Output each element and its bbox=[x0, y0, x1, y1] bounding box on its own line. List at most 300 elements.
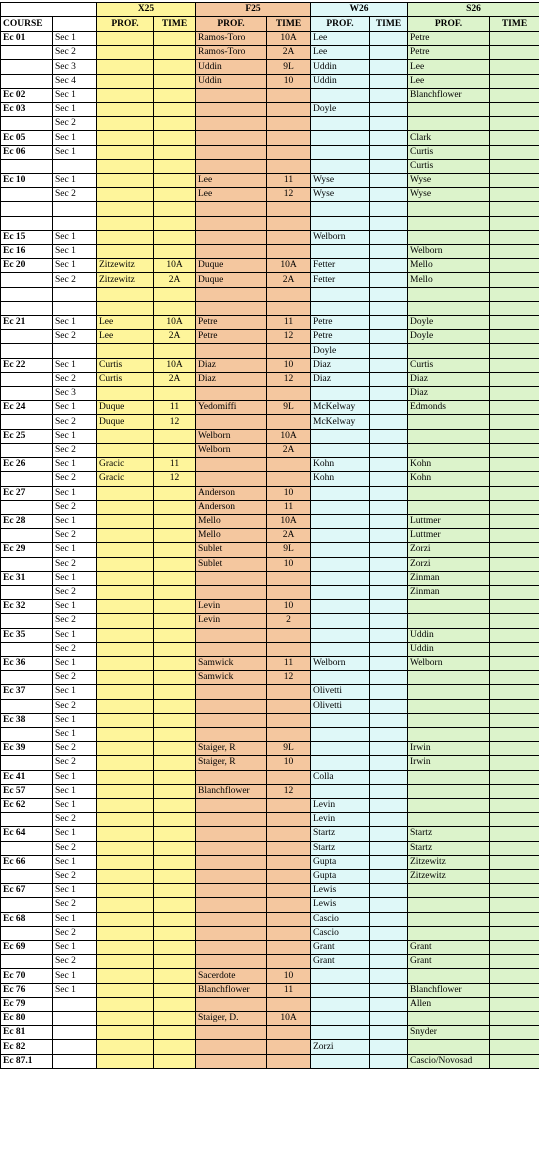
f25-time-cell: 10A bbox=[267, 514, 311, 528]
f25-time-cell bbox=[267, 855, 311, 869]
s26-time-cell bbox=[490, 117, 539, 131]
f25-time-cell: 10 bbox=[267, 358, 311, 372]
course-cell bbox=[1, 614, 53, 628]
w26-prof-cell bbox=[311, 1012, 370, 1026]
x25-time-cell bbox=[154, 216, 196, 230]
section-cell: Sec 1 bbox=[53, 784, 97, 798]
w26-prof-cell bbox=[311, 628, 370, 642]
course-cell: Ec 81 bbox=[1, 1026, 53, 1040]
section-cell: Sec 1 bbox=[53, 941, 97, 955]
x25-prof-cell bbox=[97, 955, 154, 969]
s26-prof-cell bbox=[408, 699, 490, 713]
f25-time-cell bbox=[267, 926, 311, 940]
w26-time-cell bbox=[370, 600, 408, 614]
f25-time-cell bbox=[267, 245, 311, 259]
table-row bbox=[1, 1026, 539, 1040]
column-header-row bbox=[1, 17, 539, 32]
x25-time-cell bbox=[154, 443, 196, 457]
s26-prof-cell bbox=[408, 117, 490, 131]
f25-prof-cell bbox=[196, 117, 267, 131]
x25-time-cell: 2A bbox=[154, 372, 196, 386]
table-row bbox=[1, 273, 539, 287]
f25-prof-cell bbox=[196, 685, 267, 699]
s26-prof-cell bbox=[408, 443, 490, 457]
section-cell: Sec 3 bbox=[53, 60, 97, 74]
x25-time-cell bbox=[154, 571, 196, 585]
f25-prof-cell bbox=[196, 159, 267, 173]
w26-prof-cell: Wyse bbox=[311, 174, 370, 188]
s26-prof-cell bbox=[408, 202, 490, 216]
s26-time-cell bbox=[490, 202, 539, 216]
f25-prof-cell: Anderson bbox=[196, 486, 267, 500]
s26-prof-cell: Startz bbox=[408, 841, 490, 855]
table-row bbox=[1, 642, 539, 656]
s26-prof-cell bbox=[408, 344, 490, 358]
s26-time-cell bbox=[490, 1026, 539, 1040]
x25-prof-cell: Gracic bbox=[97, 472, 154, 486]
s26-prof-cell bbox=[408, 614, 490, 628]
x25-time-cell bbox=[154, 699, 196, 713]
f25-time-cell bbox=[267, 941, 311, 955]
section-cell: Sec 2 bbox=[53, 372, 97, 386]
course-cell: Ec 37 bbox=[1, 685, 53, 699]
w26-prof-cell bbox=[311, 387, 370, 401]
f25-time-cell bbox=[267, 103, 311, 117]
x25-time-cell bbox=[154, 1054, 196, 1068]
s26-prof-cell bbox=[408, 884, 490, 898]
x25-time-cell bbox=[154, 798, 196, 812]
s26-prof-cell: Diaz bbox=[408, 387, 490, 401]
x25-prof-cell bbox=[97, 628, 154, 642]
s26-time-cell bbox=[490, 841, 539, 855]
s26-time-cell bbox=[490, 813, 539, 827]
course-cell bbox=[1, 671, 53, 685]
course-cell bbox=[1, 443, 53, 457]
section-cell: Sec 2 bbox=[53, 642, 97, 656]
section-cell bbox=[53, 1054, 97, 1068]
s26-prof-cell bbox=[408, 1012, 490, 1026]
f25-time-cell: 11 bbox=[267, 316, 311, 330]
w26-time-cell bbox=[370, 74, 408, 88]
w26-time-cell bbox=[370, 372, 408, 386]
f25-prof-cell: Petre bbox=[196, 316, 267, 330]
f25-prof-cell bbox=[196, 628, 267, 642]
f25-prof-cell: Levin bbox=[196, 600, 267, 614]
course-cell bbox=[1, 699, 53, 713]
s26-prof-cell: Zitzewitz bbox=[408, 869, 490, 883]
w26-time-cell bbox=[370, 841, 408, 855]
w26-time-cell bbox=[370, 997, 408, 1011]
f25-time-cell: 2A bbox=[267, 443, 311, 457]
x25-prof-cell: Lee bbox=[97, 330, 154, 344]
f25-prof-cell bbox=[196, 898, 267, 912]
s26-time-cell bbox=[490, 557, 539, 571]
w26-prof-cell bbox=[311, 88, 370, 102]
f25-prof-cell bbox=[196, 884, 267, 898]
x25-time-cell: 2A bbox=[154, 330, 196, 344]
f25-time-cell bbox=[267, 642, 311, 656]
w26-time-cell bbox=[370, 514, 408, 528]
s26-time-cell bbox=[490, 827, 539, 841]
x25-time-cell bbox=[154, 188, 196, 202]
w26-time-cell bbox=[370, 131, 408, 145]
section-cell: Sec 1 bbox=[53, 145, 97, 159]
x25-prof-cell bbox=[97, 756, 154, 770]
course-cell: Ec 69 bbox=[1, 941, 53, 955]
s26-time-cell bbox=[490, 486, 539, 500]
w26-time-cell bbox=[370, 699, 408, 713]
f25-prof-cell bbox=[196, 103, 267, 117]
s26-prof-cell: Doyle bbox=[408, 330, 490, 344]
course-cell: Ec 22 bbox=[1, 358, 53, 372]
x25-prof-cell bbox=[97, 855, 154, 869]
s26-prof-cell: Petre bbox=[408, 32, 490, 46]
w26-prof-cell bbox=[311, 1054, 370, 1068]
course-cell: Ec 27 bbox=[1, 486, 53, 500]
x25-prof-cell bbox=[97, 727, 154, 741]
f25-time-cell bbox=[267, 884, 311, 898]
f25-time-cell bbox=[267, 585, 311, 599]
x25-prof-cell bbox=[97, 642, 154, 656]
section-cell: Sec 1 bbox=[53, 685, 97, 699]
x25-time-cell bbox=[154, 387, 196, 401]
f25-time-cell: 10 bbox=[267, 600, 311, 614]
course-cell bbox=[1, 898, 53, 912]
f25-time-cell bbox=[267, 1026, 311, 1040]
s26-prof-cell: Zitzewitz bbox=[408, 855, 490, 869]
x25-prof-cell bbox=[97, 103, 154, 117]
s26-prof-cell bbox=[408, 1040, 490, 1054]
table-row bbox=[1, 997, 539, 1011]
w26-prof-cell: Wyse bbox=[311, 188, 370, 202]
w26-prof-cell bbox=[311, 117, 370, 131]
w26-time-cell bbox=[370, 628, 408, 642]
f25-time-cell bbox=[267, 955, 311, 969]
s26-time-cell bbox=[490, 88, 539, 102]
x25-prof-cell: Duque bbox=[97, 415, 154, 429]
section-cell: Sec 1 bbox=[53, 912, 97, 926]
w26-time-cell bbox=[370, 529, 408, 543]
course-cell bbox=[1, 372, 53, 386]
f25-prof-cell: Mello bbox=[196, 529, 267, 543]
table-row bbox=[1, 585, 539, 599]
table-row bbox=[1, 458, 539, 472]
f25-time-cell bbox=[267, 287, 311, 301]
w26-time-cell bbox=[370, 415, 408, 429]
f25-time-cell bbox=[267, 699, 311, 713]
s26-time-cell bbox=[490, 500, 539, 514]
w26-prof-cell bbox=[311, 969, 370, 983]
s26-time-cell bbox=[490, 472, 539, 486]
course-cell: Ec 39 bbox=[1, 742, 53, 756]
f25-time-cell: 11 bbox=[267, 174, 311, 188]
w26-time-cell bbox=[370, 813, 408, 827]
f25-prof-cell bbox=[196, 202, 267, 216]
section-cell: Sec 2 bbox=[53, 671, 97, 685]
f25-time-cell bbox=[267, 628, 311, 642]
x25-prof-cell bbox=[97, 742, 154, 756]
s26-time-cell bbox=[490, 784, 539, 798]
course-cell bbox=[1, 557, 53, 571]
x25-prof-cell bbox=[97, 387, 154, 401]
w26-time-cell bbox=[370, 88, 408, 102]
x25-prof-cell bbox=[97, 159, 154, 173]
w26-time-cell bbox=[370, 571, 408, 585]
course-cell: Ec 82 bbox=[1, 1040, 53, 1054]
x25-prof-cell bbox=[97, 600, 154, 614]
course-cell: Ec 01 bbox=[1, 32, 53, 46]
f25-prof-cell: Lee bbox=[196, 174, 267, 188]
f25-prof-cell: Levin bbox=[196, 614, 267, 628]
s26-time-cell bbox=[490, 898, 539, 912]
w26-prof-cell bbox=[311, 614, 370, 628]
w26-prof-cell bbox=[311, 429, 370, 443]
table-row bbox=[1, 74, 539, 88]
table-row bbox=[1, 188, 539, 202]
s26-time-cell bbox=[490, 1040, 539, 1054]
w26-time-cell bbox=[370, 316, 408, 330]
w26-prof-cell: Startz bbox=[311, 841, 370, 855]
course-cell: Ec 41 bbox=[1, 770, 53, 784]
course-cell bbox=[1, 273, 53, 287]
f25-prof-cell: Samwick bbox=[196, 656, 267, 670]
w26-time-cell bbox=[370, 46, 408, 60]
s26-time-cell bbox=[490, 983, 539, 997]
f25-time-cell: 10 bbox=[267, 557, 311, 571]
s26-time-cell bbox=[490, 344, 539, 358]
s26-prof-cell: Irwin bbox=[408, 756, 490, 770]
f25-prof-cell bbox=[196, 287, 267, 301]
w26-prof-cell bbox=[311, 585, 370, 599]
w26-prof-cell: Lee bbox=[311, 32, 370, 46]
f25-prof-cell: Staiger, R bbox=[196, 742, 267, 756]
w26-prof-cell: Startz bbox=[311, 827, 370, 841]
w26-prof-cell bbox=[311, 557, 370, 571]
x25-time-cell: 12 bbox=[154, 472, 196, 486]
f25-prof-cell: Yedomiffi bbox=[196, 401, 267, 415]
s26-time-cell bbox=[490, 855, 539, 869]
f25-time-cell: 12 bbox=[267, 188, 311, 202]
s26-prof-cell bbox=[408, 415, 490, 429]
f25-time-cell bbox=[267, 202, 311, 216]
w26-time-cell bbox=[370, 145, 408, 159]
x25-time-cell bbox=[154, 202, 196, 216]
x25-prof-cell bbox=[97, 869, 154, 883]
w26-time-cell bbox=[370, 330, 408, 344]
s26-time-cell bbox=[490, 230, 539, 244]
f25-prof-cell: Staiger, R bbox=[196, 756, 267, 770]
f25-time-cell: 11 bbox=[267, 500, 311, 514]
w26-time-cell bbox=[370, 287, 408, 301]
w26-prof-cell: Uddin bbox=[311, 74, 370, 88]
s26-prof-cell: Kohn bbox=[408, 458, 490, 472]
table-row bbox=[1, 230, 539, 244]
course-cell bbox=[1, 529, 53, 543]
w26-prof-cell: Olivetti bbox=[311, 685, 370, 699]
w26-prof-cell bbox=[311, 756, 370, 770]
f25-prof-cell bbox=[196, 230, 267, 244]
course-cell: Ec 68 bbox=[1, 912, 53, 926]
f25-time-cell: 10A bbox=[267, 1012, 311, 1026]
x25-time-cell bbox=[154, 145, 196, 159]
table-row bbox=[1, 358, 539, 372]
table-row bbox=[1, 827, 539, 841]
course-cell: Ec 24 bbox=[1, 401, 53, 415]
section-cell: Sec 1 bbox=[53, 429, 97, 443]
section-cell: Sec 2 bbox=[53, 813, 97, 827]
f25-prof-cell bbox=[196, 387, 267, 401]
section-cell: Sec 2 bbox=[53, 529, 97, 543]
f25-time-cell: 9L bbox=[267, 742, 311, 756]
section-cell: Sec 1 bbox=[53, 798, 97, 812]
course-cell: Ec 10 bbox=[1, 174, 53, 188]
section-cell: Sec 1 bbox=[53, 174, 97, 188]
f25-prof-cell: Samwick bbox=[196, 671, 267, 685]
w26-time-cell bbox=[370, 869, 408, 883]
f25-time-cell: 10A bbox=[267, 32, 311, 46]
section-cell bbox=[53, 1012, 97, 1026]
x25-time-cell bbox=[154, 671, 196, 685]
section-cell: Sec 2 bbox=[53, 188, 97, 202]
s26-prof-cell: Snyder bbox=[408, 1026, 490, 1040]
f25-time-cell: 12 bbox=[267, 330, 311, 344]
f25-time-cell: 10 bbox=[267, 486, 311, 500]
s26-time-cell bbox=[490, 316, 539, 330]
f25-time-cell: 12 bbox=[267, 671, 311, 685]
x25-prof-cell bbox=[97, 983, 154, 997]
w26-time-cell bbox=[370, 1054, 408, 1068]
course-cell bbox=[1, 926, 53, 940]
f25-time-cell bbox=[267, 159, 311, 173]
s26-time-cell bbox=[490, 529, 539, 543]
prof-column-header-w26: PROF. bbox=[311, 17, 370, 32]
term-header-row bbox=[1, 3, 539, 17]
s26-time-cell bbox=[490, 32, 539, 46]
x25-prof-cell bbox=[97, 245, 154, 259]
s26-time-cell bbox=[490, 287, 539, 301]
f25-time-cell bbox=[267, 117, 311, 131]
f25-time-cell bbox=[267, 685, 311, 699]
s26-time-cell bbox=[490, 656, 539, 670]
section-cell bbox=[53, 997, 97, 1011]
f25-prof-cell: Sacerdote bbox=[196, 969, 267, 983]
s26-prof-cell: Allen bbox=[408, 997, 490, 1011]
section-cell: Sec 2 bbox=[53, 585, 97, 599]
f25-time-cell bbox=[267, 1040, 311, 1054]
table-row bbox=[1, 486, 539, 500]
s26-time-cell bbox=[490, 997, 539, 1011]
x25-prof-cell bbox=[97, 202, 154, 216]
f25-time-cell: 9L bbox=[267, 401, 311, 415]
course-cell: Ec 28 bbox=[1, 514, 53, 528]
s26-time-cell bbox=[490, 387, 539, 401]
x25-time-cell bbox=[154, 642, 196, 656]
w26-time-cell bbox=[370, 301, 408, 315]
table-row bbox=[1, 955, 539, 969]
s26-time-cell bbox=[490, 245, 539, 259]
w26-time-cell bbox=[370, 770, 408, 784]
table-row bbox=[1, 884, 539, 898]
w26-prof-cell: Zorzi bbox=[311, 1040, 370, 1054]
x25-prof-cell bbox=[97, 827, 154, 841]
w26-time-cell bbox=[370, 685, 408, 699]
s26-time-cell bbox=[490, 955, 539, 969]
section-cell: Sec 2 bbox=[53, 742, 97, 756]
x25-prof-cell bbox=[97, 813, 154, 827]
s26-time-cell bbox=[490, 145, 539, 159]
x25-prof-cell bbox=[97, 1054, 154, 1068]
course-cell: Ec 06 bbox=[1, 145, 53, 159]
w26-time-cell bbox=[370, 756, 408, 770]
f25-prof-cell: Blanchflower bbox=[196, 784, 267, 798]
w26-prof-cell: Cascio bbox=[311, 912, 370, 926]
section-cell: Sec 1 bbox=[53, 316, 97, 330]
section-cell: Sec 1 bbox=[53, 571, 97, 585]
w26-time-cell bbox=[370, 500, 408, 514]
f25-time-cell bbox=[267, 713, 311, 727]
w26-time-cell bbox=[370, 443, 408, 457]
f25-time-cell: 10A bbox=[267, 259, 311, 273]
table-row bbox=[1, 926, 539, 940]
table-row bbox=[1, 557, 539, 571]
course-cell: Ec 64 bbox=[1, 827, 53, 841]
w26-time-cell bbox=[370, 387, 408, 401]
f25-time-cell: 11 bbox=[267, 983, 311, 997]
table-row bbox=[1, 756, 539, 770]
course-cell: Ec 76 bbox=[1, 983, 53, 997]
section-cell: Sec 2 bbox=[53, 898, 97, 912]
table-row bbox=[1, 628, 539, 642]
x25-prof-cell bbox=[97, 230, 154, 244]
f25-time-cell: 10 bbox=[267, 756, 311, 770]
course-cell: Ec 67 bbox=[1, 884, 53, 898]
section-cell: Sec 1 bbox=[53, 230, 97, 244]
course-cell: Ec 31 bbox=[1, 571, 53, 585]
x25-prof-cell bbox=[97, 216, 154, 230]
section-cell: Sec 1 bbox=[53, 245, 97, 259]
section-cell: Sec 1 bbox=[53, 401, 97, 415]
w26-prof-cell bbox=[311, 983, 370, 997]
course-cell bbox=[1, 955, 53, 969]
s26-prof-cell: Zinman bbox=[408, 585, 490, 599]
prof-column-header-x25: PROF. bbox=[97, 17, 154, 32]
w26-prof-cell: Kohn bbox=[311, 472, 370, 486]
course-cell bbox=[1, 188, 53, 202]
course-cell bbox=[1, 46, 53, 60]
f25-prof-cell: Staiger, D. bbox=[196, 1012, 267, 1026]
f25-prof-cell bbox=[196, 571, 267, 585]
section-cell: Sec 1 bbox=[53, 827, 97, 841]
s26-prof-cell bbox=[408, 301, 490, 315]
s26-prof-cell bbox=[408, 912, 490, 926]
x25-time-cell bbox=[154, 955, 196, 969]
s26-time-cell bbox=[490, 869, 539, 883]
f25-time-cell bbox=[267, 898, 311, 912]
f25-prof-cell: Diaz bbox=[196, 372, 267, 386]
s26-time-cell bbox=[490, 770, 539, 784]
x25-time-cell bbox=[154, 614, 196, 628]
f25-time-cell: 2A bbox=[267, 529, 311, 543]
w26-time-cell bbox=[370, 117, 408, 131]
f25-time-cell bbox=[267, 841, 311, 855]
course-cell: Ec 87.1 bbox=[1, 1054, 53, 1068]
f25-time-cell: 9L bbox=[267, 60, 311, 74]
table-row bbox=[1, 713, 539, 727]
f25-time-cell: 2A bbox=[267, 273, 311, 287]
w26-prof-cell: Grant bbox=[311, 955, 370, 969]
course-cell bbox=[1, 117, 53, 131]
section-cell: Sec 1 bbox=[53, 88, 97, 102]
